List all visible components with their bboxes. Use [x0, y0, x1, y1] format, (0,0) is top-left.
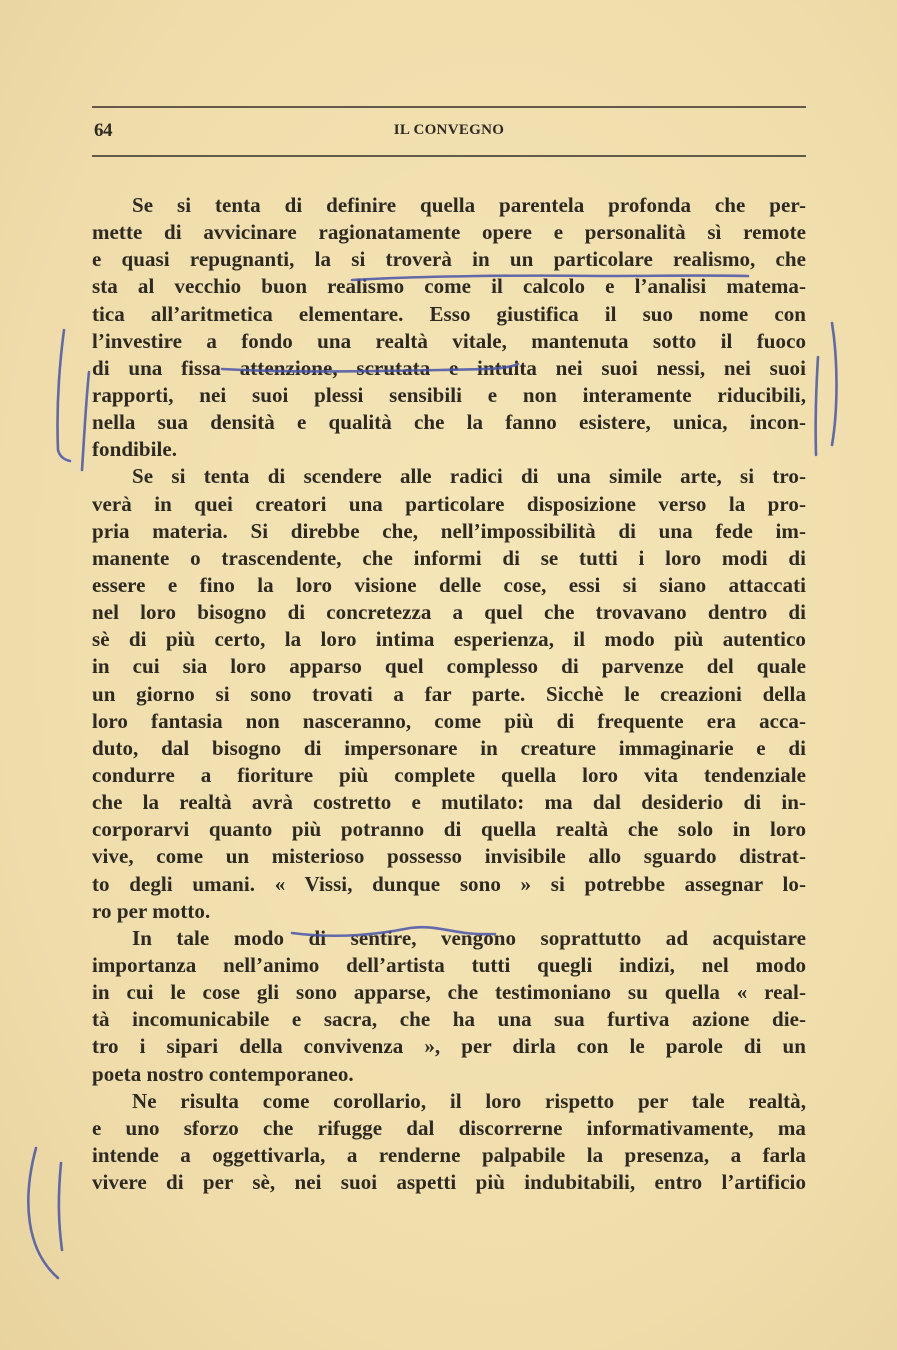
text-line: l’investire a fondo una realtà vitale, mantenuta sotto il fuoco — [92, 328, 806, 353]
margin-bracket — [57, 330, 70, 461]
text-line: to degli umani. « Vissi, dunque sono » si potrebbe assegnar lo- — [92, 871, 806, 896]
text-line: Se si tenta di definire quella parentela profonda che per- — [132, 193, 806, 217]
margin-bracket — [816, 357, 818, 455]
text-line: e quasi repugnanti, la si troverà in un particolare realismo, che — [92, 247, 806, 272]
text-line: fondibile. — [92, 437, 178, 462]
text-line: tro i sipari della convivenza », per dirla con le parole di un — [92, 1034, 806, 1059]
text-line: verà in quei creatori una particolare disposizione verso la pro- — [92, 491, 806, 516]
text-line: in cui sia loro apparso quel complesso di parvenze del quale — [92, 654, 806, 679]
text-line: un giorno si sono trovati a far parte. Sicchè le creazioni della — [92, 681, 806, 706]
text-line: sta al vecchio buon realismo come il calcolo e l’analisi matema- — [92, 274, 806, 299]
header-rule-bottom — [92, 155, 806, 157]
text-line: nel loro bisogno di concretezza a quel che trovavano dentro di — [92, 600, 806, 625]
text-line: duto, dal bisogno di impersonare in creature immaginarie e di — [92, 735, 806, 760]
text-line: importanza nell’animo dell’artista tutti quegli indizi, nel modo — [92, 952, 806, 977]
page-number: 64 — [94, 120, 112, 141]
text-line: In tale modo di sentire, vengono soprattutto ad acquistare — [132, 925, 806, 950]
text-line: intende a oggettivarla, a renderne palpabile la presenza, a farla — [92, 1142, 806, 1167]
text-line: nella sua densità e qualità che la fanno esistere, unica, incon- — [92, 410, 806, 435]
header-rule-top — [92, 106, 806, 108]
text-line: corporarvi quanto più potranno di quella realtà che solo in loro — [92, 817, 806, 842]
text-line: poeta nostro contemporaneo. — [92, 1061, 354, 1086]
text-line: ro per motto. — [92, 898, 211, 923]
text-line: che la realtà avrà costretto e mutilato: ma dal desiderio di in- — [92, 790, 806, 815]
text-line: rapporti, nei suoi plessi sensibili e non interamente riducibili, — [92, 382, 806, 407]
body-text — [92, 192, 806, 1196]
running-head — [92, 120, 806, 146]
text-line: tica all’aritmetica elementare. Esso giustifica il suo nome con — [92, 301, 806, 326]
text-line: vive, come un misterioso possesso invisibile allo sguardo distrat- — [92, 844, 806, 869]
text-line: sè di più certo, la loro intima esperienza, il modo più autentico — [92, 627, 806, 652]
text-line: in cui le cose gli sono apparse, che testimoniano su quella « real- — [92, 980, 806, 1005]
text-line: Ne risulta come corollario, il loro rispetto per tale realtà, — [132, 1088, 806, 1113]
text-line: Se si tenta di scendere alle radici di una simile arte, si tro- — [132, 464, 806, 489]
text-line: condurre a fioriture più complete quella loro vita tendenziale — [92, 762, 806, 787]
text-line: loro fantasia non nasceranno, come più di frequente era acca- — [92, 708, 806, 733]
margin-bracket — [28, 1148, 58, 1278]
text-line: manente o trascendente, che informi di se tutti i loro modi di — [92, 545, 806, 570]
margin-bracket — [59, 1163, 62, 1250]
text-line: e uno sforzo che rifugge dal discorrerne informativamente, ma — [92, 1115, 806, 1140]
text-line: vivere di per sè, nei suoi aspetti più indubitabili, entro l’artificio — [92, 1170, 806, 1195]
text-line: di una fissa attenzione, scrutata e intuita nei suoi nessi, nei suoi — [92, 355, 806, 380]
margin-bracket — [832, 323, 837, 445]
margin-bracket — [82, 372, 89, 470]
text-line: tà incomunicabile e sacra, che ha una sua furtiva azione die- — [92, 1007, 806, 1032]
text-line: mette di avvicinare ragionatamente opere e personalità sì remote — [92, 220, 806, 245]
journal-title: IL CONVEGNO — [393, 122, 505, 138]
text-line: essere e fino la loro visione delle cose, essi si siano attaccati — [92, 572, 806, 597]
text-line: pria materia. Si direbbe che, nell’impossibilità di una fede im- — [92, 518, 806, 543]
